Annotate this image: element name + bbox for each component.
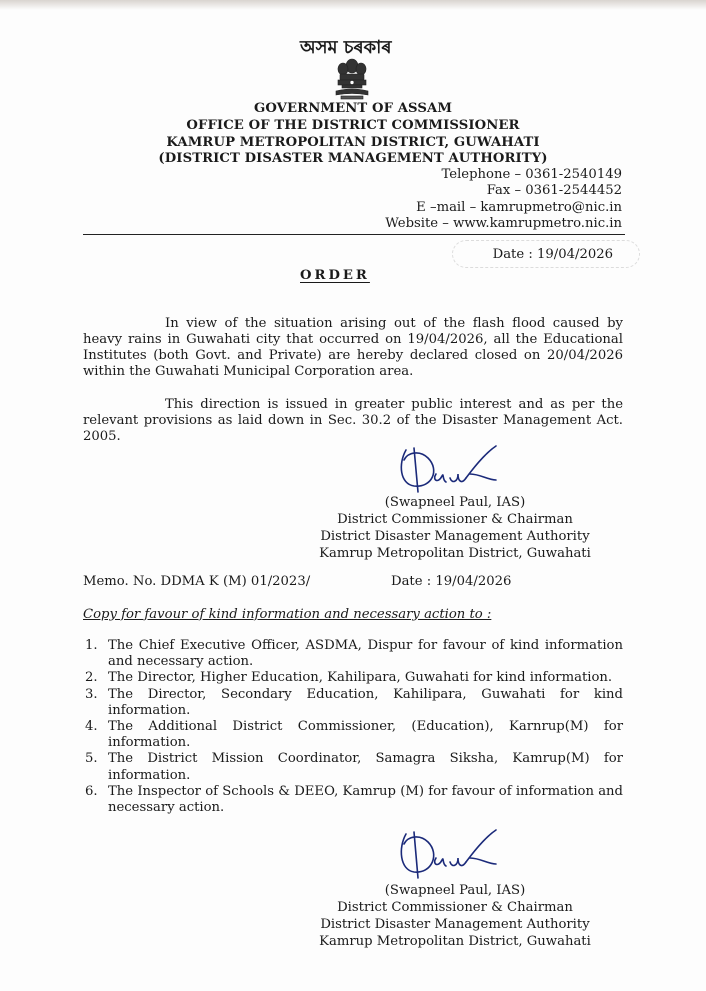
government-heading: GOVERNMENT OF ASSAM <box>253 101 453 116</box>
website-text: Website – www.kamrupmetro.nic.in <box>385 216 622 231</box>
order-paragraph-1: In view of the situation arising out of the flash flood caused by heavy rains in Guwahati city that occurred on 19/04/2026, all the Educational Institutes (both Govt. and Private) are hereby declared closed on 20/04/2026 within the Guwahati Municipal Corporation area. <box>83 316 623 379</box>
signatory-authority: District Disaster Management Authority <box>320 529 590 544</box>
signatory-designation: District Commissioner & Chairman <box>337 512 573 527</box>
copy-heading: Copy for favour of kind information and necessary action to : <box>83 607 492 622</box>
list-item: 2. The Director, Higher Education, Kahilipara, Guwahati for kind information. <box>85 670 613 686</box>
list-item: 4. The Additional District Commissioner, (Education), Karnrup(M) for information. <box>85 719 623 751</box>
memo-date: Date : 19/04/2026 <box>391 574 512 589</box>
signatory-district: Kamrup Metropolitan District, Guwahati <box>319 934 591 949</box>
assamese-title: অসম চৰকাৰ <box>300 37 392 58</box>
list-item: 6. The Inspector of Schools & DEEO, Kamrup (M) for favour of information and necessary action. <box>85 783 623 816</box>
signatory-authority: District Disaster Management Authority <box>320 917 590 932</box>
signatory-district: Kamrup Metropolitan District, Guwahati <box>319 546 591 561</box>
list-item: 3. The Director, Secondary Education, Kahilipara, Guwahati for kind information. <box>85 686 623 718</box>
list-item: 1. The Chief Executive Officer, ASDMA, Dispur for favour of kind information and necessary action. <box>85 638 623 670</box>
authority-heading: (DISTRICT DISASTER MANAGEMENT AUTHORITY) <box>158 151 548 166</box>
signatory-block-1 <box>300 494 610 562</box>
signatory-designation: District Commissioner & Chairman <box>337 900 573 915</box>
signature-1-icon <box>392 440 502 498</box>
office-heading: OFFICE OF THE DISTRICT COMMISSIONER <box>186 118 520 133</box>
signatory-name: (Swapneel Paul, IAS) <box>384 883 526 898</box>
signatory-block-2 <box>300 882 610 950</box>
order-date: Date : 19/04/2026 <box>452 240 640 268</box>
top-edge-shadow <box>0 0 706 10</box>
memo-line <box>83 574 623 589</box>
signatory-name: (Swapneel Paul, IAS) <box>384 495 526 510</box>
telephone-text: Telephone – 0361-2540149 <box>441 167 622 182</box>
header-divider <box>83 234 625 235</box>
signature-2-icon <box>392 822 502 884</box>
national-emblem-icon <box>332 57 372 101</box>
order-paragraph-2: This direction is issued in greater public interest and as per the relevant provisions as laid down in Sec. 30.2 of the Disaster Management Act. 2005. <box>83 397 623 444</box>
memo-number: Memo. No. DDMA K (M) 01/2023/ <box>83 574 311 589</box>
email-text: E –mail – kamrupmetro@nic.in <box>416 200 622 215</box>
order-title: ORDER <box>300 268 370 283</box>
district-heading: KAMRUP METROPOLITAN DISTRICT, GUWAHATI <box>166 135 540 150</box>
copy-list <box>83 638 623 816</box>
fax-text: Fax – 0361-2544452 <box>486 183 622 198</box>
list-item: 5. The District Mission Coordinator, Samagra Siksha, Kamrup(M) for information. <box>85 751 623 783</box>
